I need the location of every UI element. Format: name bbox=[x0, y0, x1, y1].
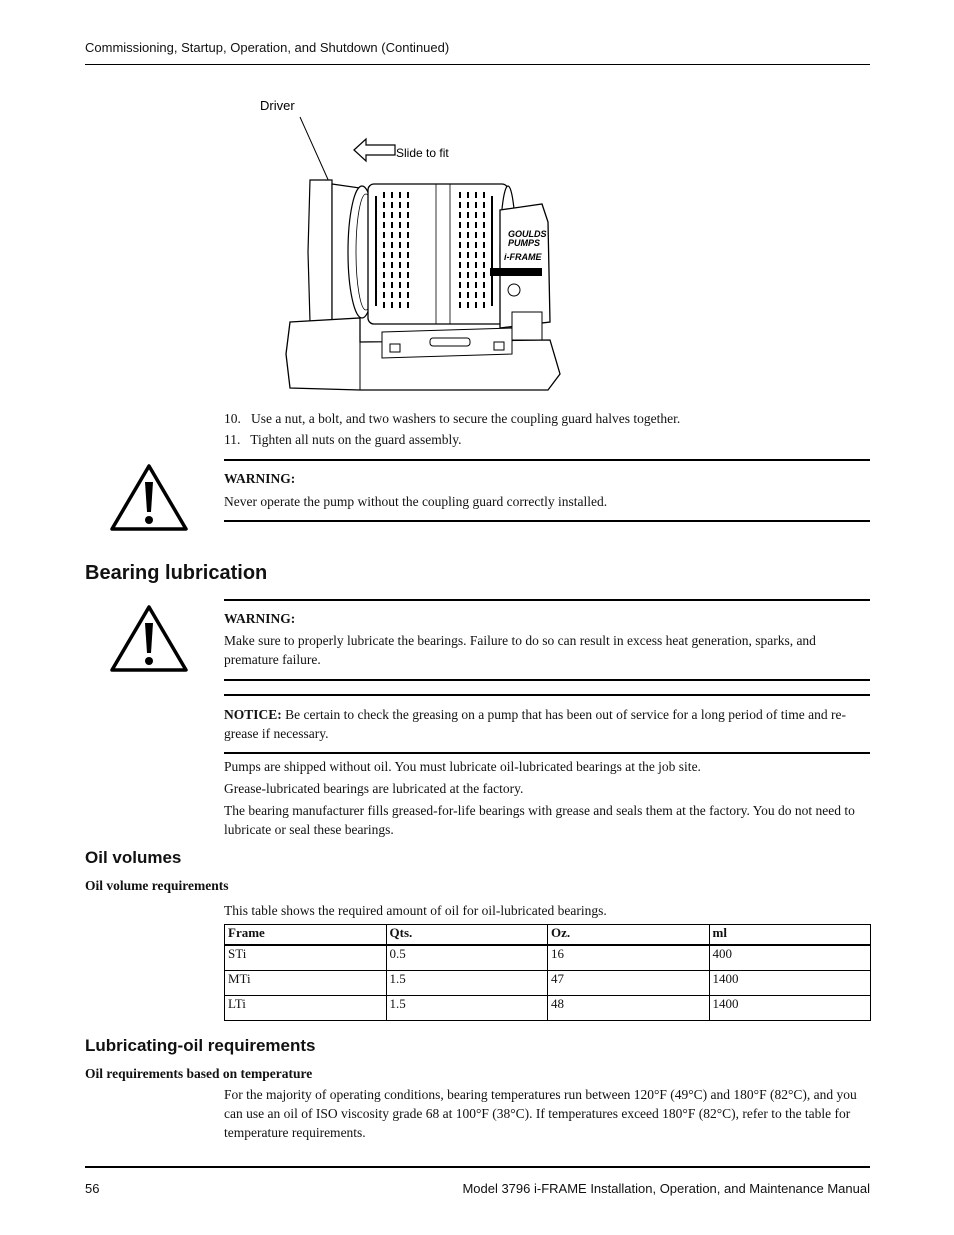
slide-label: Slide to fit bbox=[396, 146, 449, 160]
table-header-cell: Frame bbox=[225, 925, 387, 946]
table-cell: 1400 bbox=[709, 971, 871, 996]
notice-label: NOTICE: bbox=[224, 707, 282, 722]
notice-rule-top bbox=[224, 694, 870, 696]
logo-pumps: PUMPS bbox=[508, 238, 541, 248]
subsection-title: Lubricating-oil requirements bbox=[85, 1036, 316, 1055]
page-number: 56 bbox=[85, 1181, 100, 1196]
subsection-title: Oil volumes bbox=[85, 848, 182, 867]
table-cell: 400 bbox=[709, 945, 871, 971]
step-item bbox=[224, 430, 462, 449]
table-cell: 48 bbox=[548, 996, 710, 1021]
footer-rule bbox=[85, 1166, 870, 1168]
warning-text: Never operate the pump without the coupling guard correctly installed. bbox=[224, 494, 608, 509]
table-cell: LTi bbox=[225, 996, 387, 1021]
step-item bbox=[224, 409, 680, 428]
table-cell: 47 bbox=[548, 971, 710, 996]
table-cell: 1.5 bbox=[386, 996, 548, 1021]
body-paragraph: The bearing manufacturer fills greased-for-life bearings with grease and seals them at the factory. You do not need to lubricate or seal these bearings. bbox=[224, 803, 855, 837]
header-rule bbox=[85, 64, 870, 65]
notice-rule-bottom bbox=[224, 752, 870, 754]
body-paragraph: Grease-lubricated bearings are lubricated at the factory. bbox=[224, 781, 524, 796]
body-paragraph: Pumps are shipped without oil. You must lubricate oil-lubricated bearings at the job site. bbox=[224, 759, 701, 774]
logo-goulds: GOULDS bbox=[508, 229, 547, 239]
logo-iframe: i-FRAME bbox=[504, 252, 542, 262]
driver-label: Driver bbox=[260, 98, 295, 113]
warning-rule-bottom bbox=[224, 679, 870, 681]
step-number: 10. bbox=[224, 411, 241, 426]
table-caption: Oil requirements based on temperature bbox=[85, 1066, 313, 1081]
warning-rule-top bbox=[224, 599, 870, 601]
warning-triangle-icon bbox=[109, 462, 189, 532]
manual-title: Model 3796 i-FRAME Installation, Operation, and Maintenance Manual bbox=[462, 1181, 870, 1196]
warning-title: WARNING: bbox=[224, 471, 296, 486]
table-cell: MTi bbox=[225, 971, 387, 996]
table-cell: 0.5 bbox=[386, 945, 548, 971]
step-number: 11. bbox=[224, 432, 241, 447]
warning-rule-bottom bbox=[224, 520, 870, 522]
notice-text: Be certain to check the greasing on a pump that has been out of service for a long period of time and re-grease if necessary. bbox=[224, 707, 846, 741]
warning-rule-top bbox=[224, 459, 870, 461]
table-header-row bbox=[225, 925, 871, 946]
table-header-cell: Qts. bbox=[386, 925, 548, 946]
table-cell: 16 bbox=[548, 945, 710, 971]
notice-block bbox=[224, 705, 864, 743]
pump-figure bbox=[250, 92, 570, 402]
warning-triangle-icon bbox=[109, 603, 189, 673]
step-text: Tighten all nuts on the guard assembly. bbox=[250, 432, 462, 447]
section-title: Bearing lubrication bbox=[85, 562, 268, 584]
body-paragraph: For the majority of operating conditions, bearing temperatures run between 120°F (49°C) and 180°F (82°C), and you can use an oil of ISO viscosity grade 68 at 100°F (38°C). If temperatures exceed 180°F (82°C), refer to the table for temperature requirements. bbox=[224, 1087, 857, 1140]
table-intro: This table shows the required amount of oil for oil-lubricated bearings. bbox=[224, 903, 607, 918]
table-row bbox=[225, 971, 871, 996]
table-caption: Oil volume requirements bbox=[85, 878, 229, 893]
table-cell: STi bbox=[225, 945, 387, 971]
oil-volume-table bbox=[224, 924, 871, 1021]
table-row bbox=[225, 945, 871, 971]
running-header: Commissioning, Startup, Operation, and Shutdown (Continued) bbox=[85, 40, 450, 55]
table-cell: 1.5 bbox=[386, 971, 548, 996]
warning-title: WARNING: bbox=[224, 611, 296, 626]
table-header-cell: Oz. bbox=[548, 925, 710, 946]
slide-arrow-icon bbox=[354, 139, 395, 161]
table-row bbox=[225, 996, 871, 1021]
table-cell: 1400 bbox=[709, 996, 871, 1021]
table-header-cell: ml bbox=[709, 925, 871, 946]
warning-text: Make sure to properly lubricate the bearings. Failure to do so can result in excess heat generation, sparks, and premature failure. bbox=[224, 633, 816, 667]
step-text: Use a nut, a bolt, and two washers to secure the coupling guard halves together. bbox=[251, 411, 681, 426]
